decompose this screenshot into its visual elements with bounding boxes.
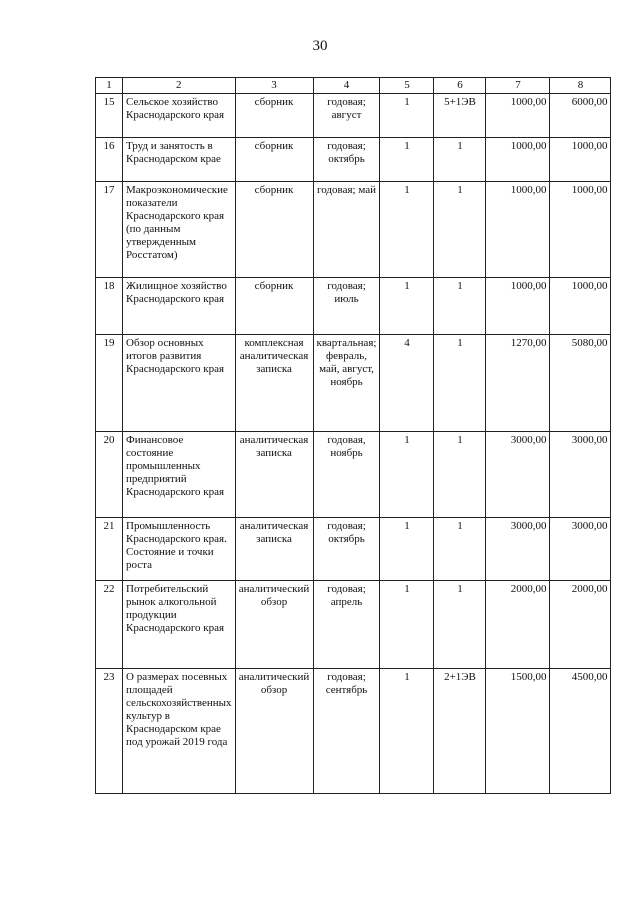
row-number: 21 — [96, 518, 123, 581]
total-price: 3000,00 — [550, 518, 611, 581]
catalog-table — [95, 77, 611, 794]
publication-type: аналитическая записка — [235, 432, 313, 518]
publication-name: О размерах посевных площадей сельскохозяйственных культур в Краснодарском крае под урожай 2019 года — [123, 669, 236, 794]
periodicity: годовая; октябрь — [313, 138, 380, 182]
periodicity: годовая; октябрь — [313, 518, 380, 581]
page-number: 30 — [312, 38, 328, 54]
publication-name: Обзор основных итогов развития Краснодарского края — [123, 335, 236, 432]
copies: 1 — [434, 335, 486, 432]
total-price: 1000,00 — [550, 138, 611, 182]
row-number: 23 — [96, 669, 123, 794]
publication-type: аналитическая записка — [235, 518, 313, 581]
quantity: 1 — [380, 182, 434, 278]
row-number: 20 — [96, 432, 123, 518]
publication-name: Финансовое состояние промышленных предприятий Краснодарского края — [123, 432, 236, 518]
column-header: 5 — [380, 78, 434, 94]
unit-price: 3000,00 — [486, 432, 550, 518]
periodicity: годовая; июль — [313, 278, 380, 335]
quantity: 1 — [380, 518, 434, 581]
row-number: 17 — [96, 182, 123, 278]
table-row — [96, 581, 611, 669]
total-price: 2000,00 — [550, 581, 611, 669]
copies: 1 — [434, 182, 486, 278]
column-header: 4 — [313, 78, 380, 94]
total-price: 3000,00 — [550, 432, 611, 518]
quantity: 1 — [380, 138, 434, 182]
column-header: 8 — [550, 78, 611, 94]
total-price: 6000,00 — [550, 94, 611, 138]
quantity: 1 — [380, 581, 434, 669]
copies: 5+1ЭВ — [434, 94, 486, 138]
row-number: 18 — [96, 278, 123, 335]
publication-name: Сельское хозяйство Краснодарского края — [123, 94, 236, 138]
unit-price: 1000,00 — [486, 182, 550, 278]
row-number: 15 — [96, 94, 123, 138]
quantity: 1 — [380, 669, 434, 794]
quantity: 1 — [380, 432, 434, 518]
total-price: 1000,00 — [550, 278, 611, 335]
publication-type: сборник — [235, 94, 313, 138]
publication-name: Промышленность Краснодарского края. Состояние и точки роста — [123, 518, 236, 581]
copies: 2+1ЭВ — [434, 669, 486, 794]
periodicity: годовая; август — [313, 94, 380, 138]
publication-name: Труд и занятость в Краснодарском крае — [123, 138, 236, 182]
publication-type: аналитический обзор — [235, 581, 313, 669]
periodicity: квартальная; февраль, май, август, ноябрь — [313, 335, 380, 432]
column-header: 1 — [96, 78, 123, 94]
copies: 1 — [434, 581, 486, 669]
table-row — [96, 518, 611, 581]
total-price: 1000,00 — [550, 182, 611, 278]
unit-price: 2000,00 — [486, 581, 550, 669]
row-number: 16 — [96, 138, 123, 182]
column-header: 3 — [235, 78, 313, 94]
column-header: 6 — [434, 78, 486, 94]
quantity: 1 — [380, 278, 434, 335]
quantity: 4 — [380, 335, 434, 432]
quantity: 1 — [380, 94, 434, 138]
column-header: 2 — [123, 78, 236, 94]
table-row — [96, 669, 611, 794]
periodicity: годовая; апрель — [313, 581, 380, 669]
table-row — [96, 94, 611, 138]
row-number: 19 — [96, 335, 123, 432]
unit-price: 1270,00 — [486, 335, 550, 432]
total-price: 5080,00 — [550, 335, 611, 432]
table-row — [96, 335, 611, 432]
copies: 1 — [434, 432, 486, 518]
column-header: 7 — [486, 78, 550, 94]
table-header-row — [96, 78, 611, 94]
publication-type: сборник — [235, 278, 313, 335]
total-price: 4500,00 — [550, 669, 611, 794]
copies: 1 — [434, 278, 486, 335]
publication-type: комплексная аналитическая записка — [235, 335, 313, 432]
unit-price: 1000,00 — [486, 94, 550, 138]
copies: 1 — [434, 518, 486, 581]
periodicity: годовая; сентябрь — [313, 669, 380, 794]
unit-price: 1000,00 — [486, 278, 550, 335]
publication-name: Жилищное хозяйство Краснодарского края — [123, 278, 236, 335]
copies: 1 — [434, 138, 486, 182]
publication-name: Потребительский рынок алкогольной продукции Краснодарского края — [123, 581, 236, 669]
unit-price: 1500,00 — [486, 669, 550, 794]
row-number: 22 — [96, 581, 123, 669]
publication-type: сборник — [235, 182, 313, 278]
unit-price: 3000,00 — [486, 518, 550, 581]
table-row — [96, 432, 611, 518]
table-row — [96, 138, 611, 182]
table-row — [96, 182, 611, 278]
unit-price: 1000,00 — [486, 138, 550, 182]
periodicity: годовая, ноябрь — [313, 432, 380, 518]
publication-type: аналитический обзор — [235, 669, 313, 794]
publication-name: Макроэкономические показатели Краснодарского края (по данным утвержденным Росстатом) — [123, 182, 236, 278]
publication-type: сборник — [235, 138, 313, 182]
periodicity: годовая; май — [313, 182, 380, 278]
table-row — [96, 278, 611, 335]
